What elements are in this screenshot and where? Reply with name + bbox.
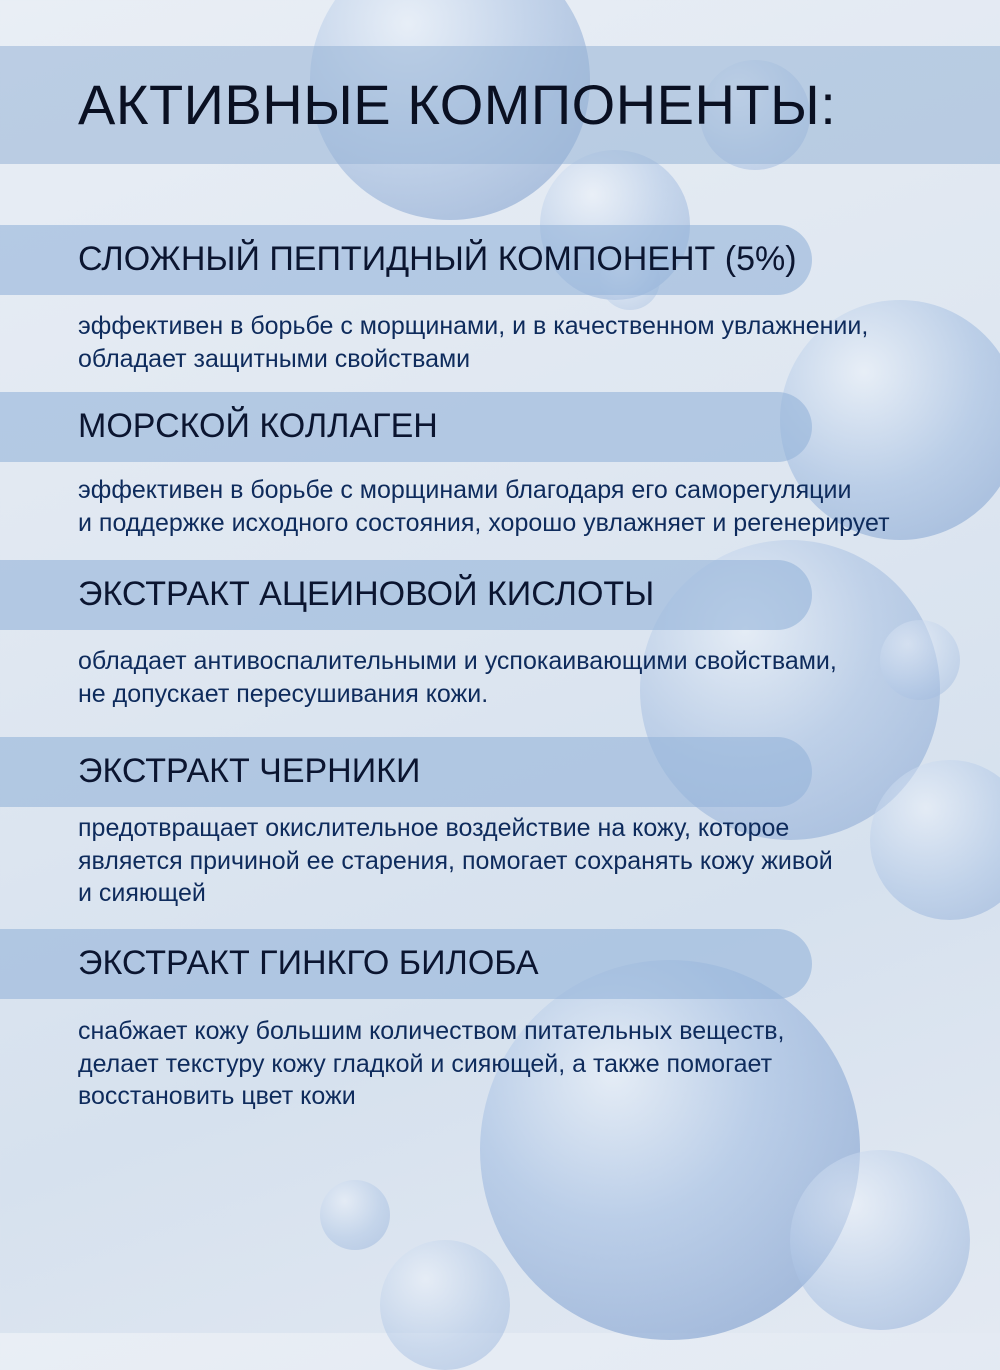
component-description <box>78 474 978 539</box>
page-title: АКТИВНЫЕ КОМПОНЕНТЫ: <box>78 73 837 136</box>
description-line: обладает защитными свойствами <box>78 344 471 373</box>
component-description <box>78 1015 978 1113</box>
bubble <box>380 1240 510 1370</box>
description-line: предотвращает окислительное воздействие на кожу, которое <box>78 814 790 842</box>
bubble <box>320 1180 390 1250</box>
description-line: обладает антивоспалительными и успокаивающими свойствами, <box>78 647 837 675</box>
description-line: делает текстуру кожу гладкой и сияющей, а также помогает <box>78 1049 773 1078</box>
component-description <box>78 812 978 910</box>
description-line: эффективен в борьбе с морщинами, и в качественном увлажнении, <box>78 312 869 340</box>
component-description <box>78 310 978 375</box>
component-heading: МОРСКОЙ КОЛЛАГЕН <box>78 407 438 445</box>
description-line: восстановить цвет кожи <box>78 1082 356 1110</box>
description-line: эффективен в борьбе с морщинами благодаря его саморегуляции <box>78 476 852 504</box>
component-heading: ЭКСТРАКТ АЦЕИНОВОЙ КИСЛОТЫ <box>78 575 655 613</box>
bubble <box>790 1150 970 1330</box>
description-line: является причиной ее старения, помогает сохранять кожу живой <box>78 846 833 875</box>
description-line: и сияющей <box>78 879 206 907</box>
component-heading: ЭКСТРАКТ ЧЕРНИКИ <box>78 752 421 790</box>
component-heading: СЛОЖНЫЙ ПЕПТИДНЫЙ КОМПОНЕНТ (5%) <box>78 240 797 278</box>
description-line: снабжает кожу большим количеством питательных веществ, <box>78 1017 785 1045</box>
component-heading: ЭКСТРАКТ ГИНКГО БИЛОБА <box>78 944 539 982</box>
description-line: не допускает пересушивания кожи. <box>78 679 489 708</box>
component-description <box>78 645 978 710</box>
description-line: и поддержке исходного состояния, хорошо увлажняет и регенерирует <box>78 508 890 537</box>
